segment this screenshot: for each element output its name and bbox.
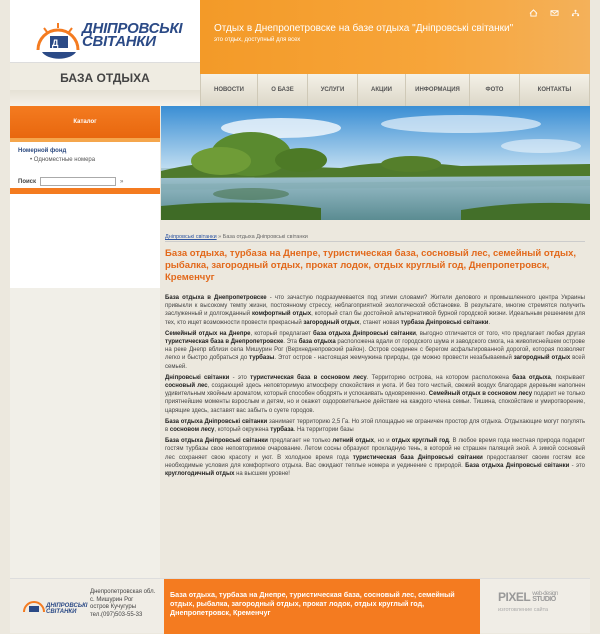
address-line-1: Днепропетровская обл. <box>90 589 156 595</box>
left-header-strip <box>10 90 200 106</box>
nav-news[interactable]: НОВОСТИ <box>200 74 258 106</box>
river-landscape-image <box>161 106 590 220</box>
p1-text-2: , который стал бы достойной альтернативой бурной городской жизни. Идеальным решением для тех, кто ищет возможности провести прекрасный <box>165 311 585 326</box>
pixel-studio-credit[interactable] <box>498 591 558 613</box>
paragraph-4 <box>165 418 585 434</box>
page-title: База отдыха, турбаза на Днепре, туристическая база, сосновый лес, семейный отдых, рыбалка, загородный отдых, прокат лодок, отдых круглый год, Днепропетровск, Кременчуг <box>165 248 577 283</box>
logo-line-2: СВІТАНКИ <box>82 33 156 50</box>
footer-keywords: База отдыха, турбаза на Днепре, туристическая база, сосновый лес, семейный отдых, рыбалка, загородный отдых, прокат лодок, отдых круглый год, Днепропетровск, Кременчуг <box>164 579 480 634</box>
p2-text-2: , выгодно отличается от того, что предлагает любая другая <box>415 330 585 337</box>
pixel-studio-text: STUDIO <box>532 596 556 603</box>
paragraph-1 <box>165 294 585 327</box>
p5-text-3: . В любое время года местная природа подарит гостям турбазы свое неповторимое очарование. Летом сосны образуют прохладную тень, в которой не страшен палящий зной. А зимой сосновый лес сохраняет свою красоту и уют. В холодное время года <box>165 438 585 461</box>
p5-text-2: , но и <box>373 438 392 445</box>
hero-image <box>161 106 590 220</box>
paragraph-3 <box>165 374 585 415</box>
p2-text-3: . Эта <box>283 339 299 346</box>
pixel-studio-logo <box>498 591 558 605</box>
tagline: БАЗА ОТДЫХА <box>60 71 150 85</box>
address-line-2: с. Мишурин Рог <box>90 596 134 603</box>
single-rooms-link[interactable]: • Одноместные номера <box>30 157 96 163</box>
svg-text:Д: Д <box>52 38 59 48</box>
nav-about[interactable]: О БАЗЕ <box>258 74 308 106</box>
p4-bold-2: сосновом лесу <box>169 427 215 434</box>
p3-text-4: , создающий здесь неповторимую атмосферу спокойствия и уюта. И без того чистый, свежий воздух благодаря деревьям наполнен удивительным хвойным ароматом, который способен ободрять и успокаивать одновременно. <box>165 383 586 398</box>
breadcrumb-separator: » <box>216 234 223 240</box>
pixel-web-design <box>532 591 558 603</box>
home-icon[interactable] <box>529 9 538 17</box>
p1-text-1: - что зачастую подразумевается под этими словами? Жители делового и промышленного центра Украины привыкли к высокому темпу жизни, постоянному стрессу, неблагоприятной экологической обстановке. В результате, многие стремятся получить заслуженный и долгожданный <box>165 295 585 318</box>
p3-text-3: , покрывает <box>550 374 585 381</box>
footer <box>10 578 590 633</box>
sidebar-divider <box>10 188 160 194</box>
site-title: Отдых в Днепропетровске на базе отдыха "Дніпровські світанки" <box>214 23 514 34</box>
p4-text-1: занимает территорию 2,5 Га. Но этой площадью не ограничен простор для отдыха. Отдыхающие могут погулять в <box>165 418 586 434</box>
sunrise-logo-icon <box>36 22 84 56</box>
address-phone: тел.(097)503-55-33 <box>90 611 143 618</box>
p2-bold-3: туристическая база в Днепропетровске <box>165 339 284 346</box>
site-logo[interactable] <box>36 20 183 56</box>
p5-bold-6: круглогодичный отдых <box>165 471 235 478</box>
svg-text:СВІТАНКИ: СВІТАНКИ <box>46 609 77 615</box>
p5-text-5: - это <box>569 462 585 469</box>
p2-bold-6: загородный отдых <box>513 355 571 362</box>
main-content <box>165 234 585 481</box>
nav-contacts[interactable]: КОНТАКТЫ <box>520 74 590 106</box>
catalog-header: Каталог <box>10 106 160 138</box>
p4-bold-3: турбаза <box>270 427 294 434</box>
pixel-studio-subtitle: изготовление сайта <box>498 607 549 613</box>
logo-text <box>82 22 182 48</box>
contact-icon[interactable] <box>550 9 559 17</box>
single-rooms-label: Одноместные номера <box>33 157 96 163</box>
p5-bold-2: летний отдых <box>332 438 374 445</box>
breadcrumb-home[interactable]: Днiпровськi свiтанки <box>165 234 217 240</box>
svg-text:ДНІПРОВСЬКІ: ДНІПРОВСЬКІ <box>46 603 88 609</box>
sidebar <box>10 106 160 591</box>
p2-text-5: . Этот остров - настоящая жемчужина природы, где можно провести незабываемый <box>274 355 514 362</box>
p1-bold-3: загородный отдых <box>303 319 360 326</box>
p5-text-6: на высшем уровне! <box>234 471 290 478</box>
nav-promotions[interactable]: АКЦИИ <box>358 74 406 106</box>
p3-text-2: . Территорию острова, на котором расположена <box>366 374 513 381</box>
p5-bold-4: туристическая база Днiпровськi свiтанки <box>352 454 483 461</box>
p3-bold-3: база отдыха <box>512 374 551 381</box>
p2-text-4: расположена вдали от городского шума и заводского смога, на живописнейшем острове на реке Днепр вблизи села Мишурин Рог (Верхнеднепровский район). Остров соединен с берегом асфальтированной дорогой, которая позволяет легко и быстро добраться до <box>165 339 585 362</box>
p2-bold-2: база отдыха Днiпровськi свiтанки <box>313 330 416 337</box>
p2-bold-1: Семейный отдых на Днепре <box>165 330 251 337</box>
pixel-web-text: web-design <box>532 591 558 597</box>
p4-text-3: . На территории базы <box>293 427 354 434</box>
search-submit-icon[interactable]: » <box>120 178 124 185</box>
footer-address <box>90 589 155 619</box>
p3-bold-4: сосновый лес <box>165 383 208 390</box>
p1-text-4: . <box>488 319 491 326</box>
sitemap-icon[interactable] <box>571 9 580 17</box>
room-fund-link[interactable]: Номерной фонд <box>18 148 67 154</box>
footer-logo-icon <box>22 596 88 616</box>
p3-bold-1: Днiпровськi свiтанки <box>165 374 230 381</box>
p5-text-4: предоставляет своим гостям все необходимые условия для комфортного отдыха. Вас ожидают теплые номера и уединение с природой. <box>165 454 585 469</box>
p4-bold-1: База отдыха Днiпровськi свiтанки <box>165 418 268 425</box>
p2-bold-5: турбазы <box>249 355 275 362</box>
p5-bold-1: База отдыха Днiпровськi свiтанки <box>165 438 268 445</box>
nav-info[interactable]: ИНФОРМАЦИЯ <box>406 74 470 106</box>
article-text <box>165 294 585 478</box>
breadcrumb-current: База отдыха Днiпровськi свiтанки <box>222 234 308 240</box>
p1-bold-4: турбаза Днiпровськi свiтанки <box>400 319 489 326</box>
search-input[interactable] <box>40 177 116 186</box>
main-nav <box>200 74 590 106</box>
logo-line-1: ДНІПРОВСЬКІ <box>82 20 183 37</box>
paragraph-5 <box>165 437 585 478</box>
address-line-3: остров Кучугуры <box>90 604 137 611</box>
p2-text-6: всей семьей. <box>165 355 585 370</box>
top-icons <box>529 9 580 17</box>
paragraph-2 <box>165 330 585 371</box>
p4-text-2: , который окружена <box>214 427 271 434</box>
p3-text-5: подарит не только приятнейшие моменты взрослым и детям, но и окажет оздоровительное действие на каждого члена семьи. Тишина, спокойствие и умиротворение, царящие здесь, заставят вас забыть о суете городов. <box>165 391 585 414</box>
p2-bold-4: база отдыха <box>298 339 336 346</box>
search-row <box>18 177 152 186</box>
search-label: Поиск <box>18 178 37 185</box>
tagline-box <box>10 62 200 90</box>
p1-bold-1: База отдыха в Днепропетровске <box>165 295 267 301</box>
p3-bold-2: туристическая база в сосновом лесу <box>250 374 367 381</box>
p1-text-3: , станет новая <box>359 319 401 326</box>
catalog-body <box>10 138 160 288</box>
p3-text-1: - это <box>229 374 251 381</box>
header-banner <box>200 0 590 74</box>
p5-bold-5: База отдыха Днiпровськi свiтанки <box>465 462 570 469</box>
p3-bold-5: Семейный отдых в сосновом лесу <box>428 391 533 398</box>
p1-bold-2: комфортный отдых <box>251 311 312 318</box>
p2-text-1: , который предлагает <box>250 330 313 337</box>
site-subtitle: это отдых, доступный для всех <box>214 37 301 43</box>
p5-bold-3: отдых круглый год <box>391 438 449 445</box>
pixel-logo-text: PIXEL <box>498 590 531 604</box>
p5-text-1: предлагает не только <box>267 438 333 445</box>
nav-services[interactable]: УСЛУГИ <box>308 74 358 106</box>
logo-area <box>10 0 200 62</box>
breadcrumb <box>165 234 585 242</box>
nav-photo[interactable]: ФОТО <box>470 74 520 106</box>
